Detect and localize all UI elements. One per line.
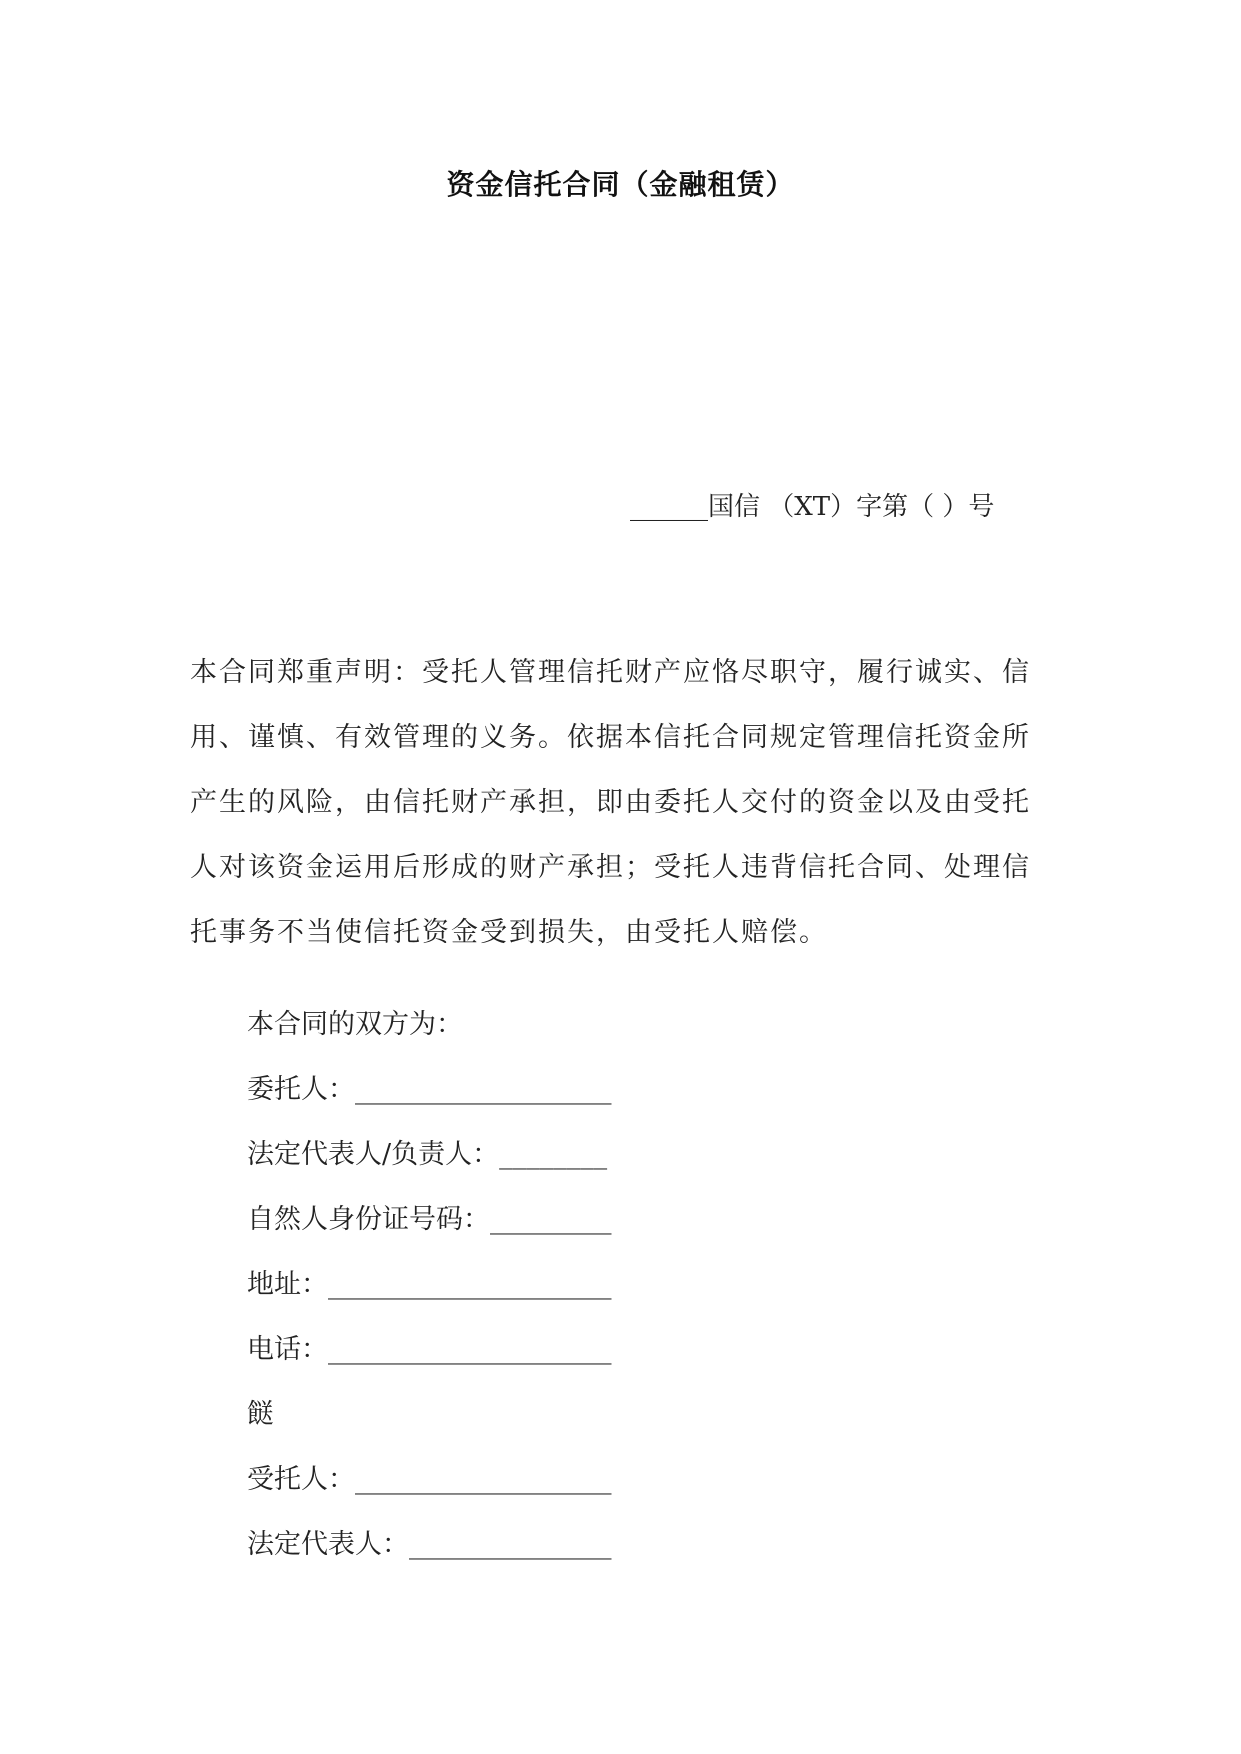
settlor-legal-rep-field: 法定代表人/负责人：________ <box>247 1139 608 1170</box>
declaration-line: 本合同郑重声明：受托人管理信托财产应恪尽职守，履行诚实、信 <box>190 657 1031 688</box>
declaration-line: 用、谨慎、有效管理的义务。依据本信托合同规定管理信托资金所 <box>190 722 1031 753</box>
parties-section <box>247 992 747 1577</box>
document-title: 资金信托合同（金融租赁） <box>446 168 795 201</box>
settlor-phone-field: 电话：_____________________ <box>247 1334 612 1365</box>
contract-number: ______国信 （XT）字第（ ）号 <box>630 492 995 522</box>
trustee-field: 受托人：___________________ <box>247 1464 612 1495</box>
trustee-legal-rep-field: 法定代表人：_______________ <box>247 1529 612 1560</box>
declaration-line: 人对该资金运用后形成的财产承担；受托人违背信托合同、处理信 <box>190 852 1031 883</box>
settlor-address-field: 地址：_____________________ <box>247 1269 612 1300</box>
settlor-id-number-field: 自然人身份证号码：_________ <box>247 1204 612 1235</box>
declaration-line: 托事务不当使信托资金受到损失，由受托人赔偿。 <box>190 917 828 948</box>
parties-intro: 本合同的双方为： <box>247 1009 463 1040</box>
declaration-paragraph <box>190 640 1050 965</box>
stray-character: 餸 <box>247 1399 274 1430</box>
settlor-field: 委托人：___________________ <box>247 1074 612 1105</box>
declaration-line: 产生的风险，由信托财产承担，即由委托人交付的资金以及由受托 <box>190 787 1031 818</box>
